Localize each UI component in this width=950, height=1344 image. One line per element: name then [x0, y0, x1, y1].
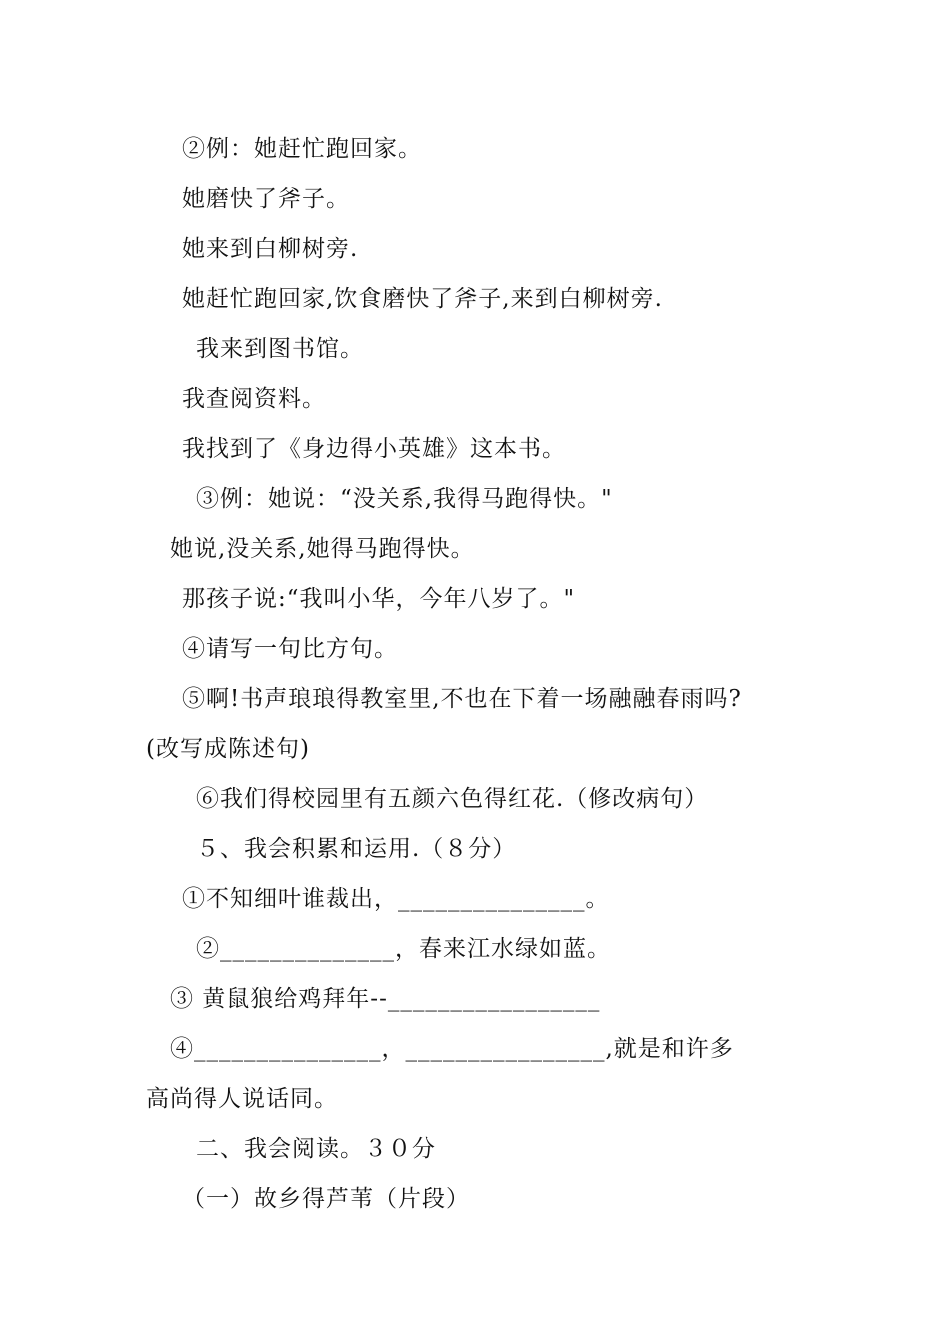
text-line-17: ②______________，春来江水绿如蓝。 [196, 936, 611, 962]
text-line-2: 她磨快了斧子。 [182, 186, 350, 212]
text-line-6: 我查阅资料。 [182, 386, 326, 412]
text-line-8: ③例：她说：“没关系,我得马跑得快。" [196, 486, 613, 512]
text-line-20: 高尚得人说话同。 [146, 1086, 338, 1112]
text-line-13: (改写成陈述句) [146, 736, 310, 762]
subsection-heading: （一）故乡得芦苇（片段） [182, 1186, 470, 1212]
text-line-19: ④_______________，________________,就是和许多 [170, 1036, 734, 1062]
text-line-12: ⑤啊!书声琅琅得教室里,不也在下着一场融融春雨吗? [182, 686, 742, 712]
text-line-7: 我找到了《身边得小英雄》这本书。 [182, 436, 566, 462]
text-line-9: 她说,没关系,她得马跑得快。 [170, 536, 475, 562]
text-line-16: ①不知细叶谁裁出，_______________。 [182, 886, 610, 912]
text-line-1: ②例：她赶忙跑回家。 [182, 136, 422, 162]
section-heading: 二、我会阅读。３０分 [196, 1136, 436, 1162]
text-line-11: ④请写一句比方句。 [182, 636, 398, 662]
text-line-4: 她赶忙跑回家,饮食磨快了斧子,来到白柳树旁. [182, 286, 663, 312]
text-line-5: 我来到图书馆。 [196, 336, 364, 362]
text-line-3: 她来到白柳树旁. [182, 236, 359, 262]
text-line-15: ５、我会积累和运用.（８分） [196, 836, 517, 862]
text-line-18: ③ 黄鼠狼给鸡拜年--_________________ [170, 986, 601, 1012]
text-line-14: ⑥我们得校园里有五颜六色得红花.（修改病句） [196, 786, 709, 812]
text-line-10: 那孩子说:“我叫小华，今年八岁了。" [182, 586, 576, 612]
